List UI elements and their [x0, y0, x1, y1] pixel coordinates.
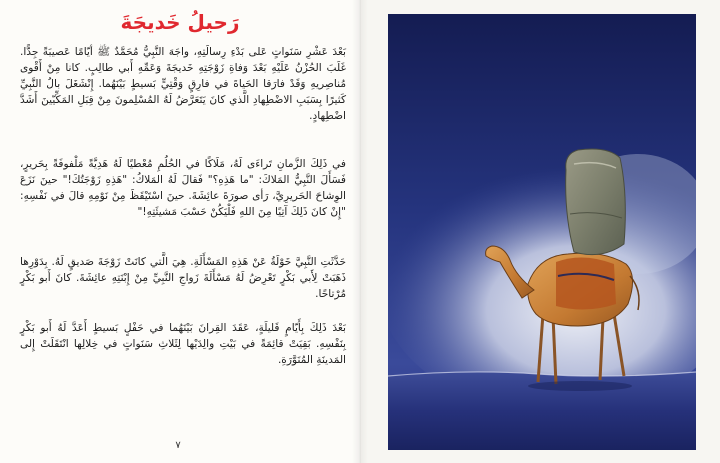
paragraph-3: حَدَّثَتِ النَّبِيَّ خَوْلَةُ عَنْ هَذِهِ المَسْأَلَةِ. هِيَ الَّتي كانَتْ زَوْجَةَ صَديقٍ لَهُ. بِدَوْرِها ذَهَبَتْ لِأَبي بَكْرٍ تَعْرِضُ لَهُ مَسْأَلَةَ زَواجِ النَّبِيِّ مِنْ إِبْنَتِهِ عائِشَةَ. كانَ أَبو بَكْرٍ مُرْتاحًا.	[20, 256, 346, 300]
paragraph-4: بَعْدَ ذَلِكَ بِأَيّامٍ قَليلَةٍ، عَقَدَ القِرانَ بَيْنَهُما في حَفْلٍ بَسيطٍ أَعَدَّ لَهُ أَبو بَكْرٍ بِنَفْسِهِ. بَقِيَتْ قائِمَةً في بَيْتِ والِدَيْها لِثَلاثِ سَنَواتٍ في خِلالِها انْتَقَلَتْ إِلى المَدينَةِ المُنَوَّرَةِ.	[20, 322, 346, 366]
page-title: رَحيلُ خَديجَةَ	[120, 10, 240, 34]
night-desert-illustration	[388, 14, 696, 450]
page-number: ٧	[175, 440, 181, 451]
paragraph-1: بَعْدَ عَشْرِ سَنَواتٍ عَلى بَدْءِ رِسالَتِهِ، واجَهَ النَّبِيُّ مُحَمَّدٌ ﷺ أيّامًا عَصيبَةً جِدًّا. غَلَبَ الحُزْنُ عَلَيْهِ بَعْدَ وَفاةِ زَوْجَتِهِ خَديجَةَ وَعَمِّهِ أَبي طالِبٍ. كانا مِنْ أَقْوى مُناصِريهِ وَقَدْ فارَقا الحَياةَ في فارِقٍ وَقْتِيٍّ بَسيطٍ بَيْنَهُما. إِنْشَغَلَ بالُ النَّبِيِّ كَثيرًا بِسَبَبِ الاضْطِهادِ الَّذي كانَ يَتَعَرَّضُ لَهُ المُسْلِمونَ مِنْ قِبَلِ المَكِّيّينَ أَشَدَّ اضْطِهادٍ.	[20, 46, 346, 122]
illustration-panel	[388, 14, 696, 450]
paragraph-2: في ذَلِكَ الزَّمانِ تَراءَى لَهُ، مَلَاكًا في الحُلُمِ مُعْطيًا لَهُ هَدِيَّةً مَلْفوفَةً بِحَريرٍ، فَسَأَلَ النَّبِيُّ المَلاكَ: "ما هَذِهِ؟" فَقالَ لَهُ المَلاكُ: "هَذِهِ زَوْجَتُكَ!" حينَ نَزَعَ الوِشاحَ الحَريرِيَّ، رَأى صورَةَ عائِشَةَ. حينَ اسْتَيْقَظَ مِنْ نَوْمِهِ قالَ في نَفْسِهِ: "إِنْ كانَ ذَلِكَ آتِيًا مِنَ اللهِ فَلْيَكُنْ حَسْبَ مَشيئَتِهِ!"	[20, 158, 346, 218]
page-gutter	[352, 0, 368, 463]
